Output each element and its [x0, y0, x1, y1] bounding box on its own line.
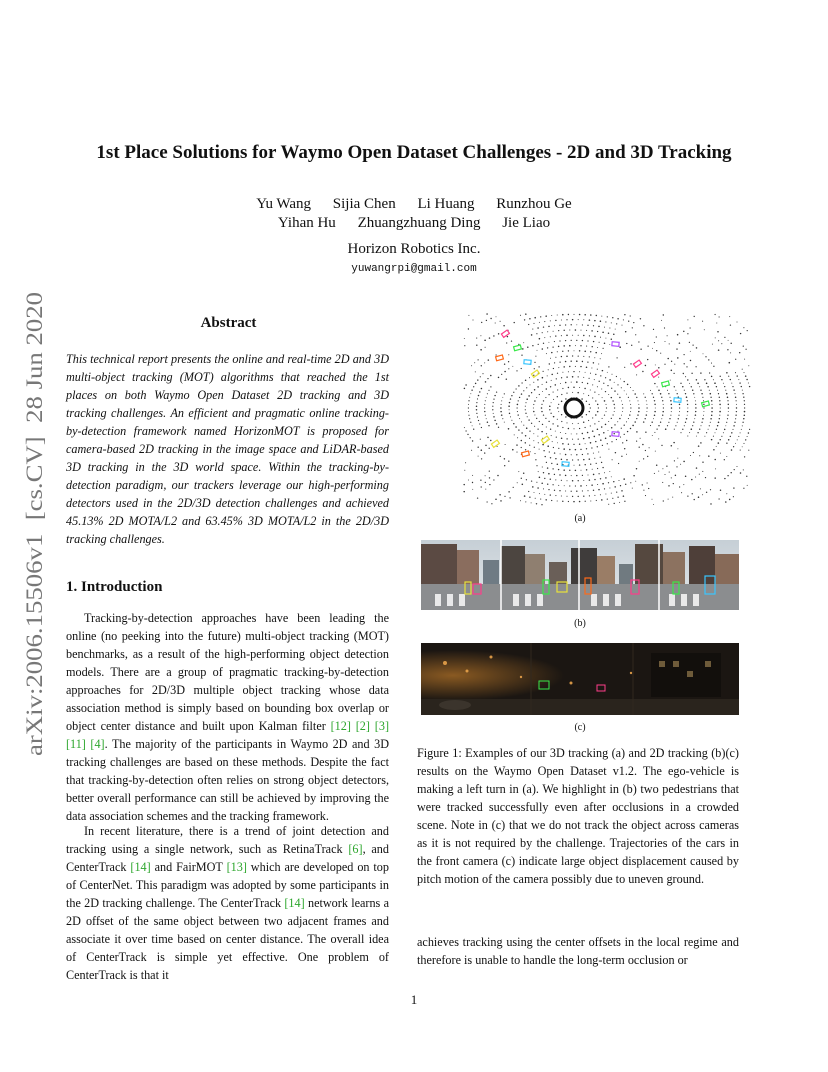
- arxiv-id-text: arXiv:2006.15506v1 [cs.CV] 28 Jun 2020: [22, 357, 47, 756]
- intro-paragraph-1: [66, 609, 389, 825]
- paragraph-text: Tracking-by-detection approaches have been leading the online (no peeking into the future) multi-object tracking (MOT) benchmarks, as a result of the high-performing object detection models. There are a group of pragmatic tracking-by-detection approaches for 2D/3D multiple object tracking whose data association method is simply based on bounding box overlap or object center distance and built upon Kalman filter: [66, 611, 389, 733]
- intro-paragraph-2: [66, 822, 389, 984]
- author-name: Sijia Chen: [332, 196, 396, 212]
- paper-title: 1st Place Solutions for Waymo Open Dataset Challenges - 2D and 3D Tracking: [96, 142, 732, 163]
- figure-label-a: (a): [574, 513, 586, 524]
- figure-lidar-pointcloud-image: [462, 312, 752, 507]
- figure-camera-strip-night-image: [421, 643, 739, 715]
- figure-caption: Figure 1: Examples of our 3D tracking (a) and 2D tracking (b)(c) results on the Waymo Open Dataset v1.2. The ego-vehicle is making a left turn in (a). We highlight in (b) two pedestrians that were tracked successfully even after occlusions in a crowded scene. Note in (c) that we do not track the object across cameras as it is not required by the challenge. Trajectories of the cars in the front camera (c) indicate large object displacement caused by pitch motion of the camera possibly due to uneven ground.: [417, 746, 739, 886]
- arxiv-identifier: [20, 290, 48, 760]
- paragraph-text: and FairMOT: [150, 860, 227, 874]
- citation-link[interactable]: [11]: [66, 737, 86, 751]
- citation-link[interactable]: [4]: [90, 737, 105, 751]
- author-name: Yihan Hu: [277, 215, 336, 231]
- affiliation: Horizon Robotics Inc.: [347, 241, 481, 257]
- email-address: yuwangrpi@gmail.com: [351, 263, 477, 275]
- citation-link[interactable]: [6]: [348, 842, 363, 856]
- authors-line-1: [0, 196, 828, 213]
- citation-link[interactable]: [3]: [374, 719, 390, 733]
- paragraph-text: which are developed on top of CenterNet. This paradigm was adopted by some participants in the 2D tracking challenge. The CenterTrack: [66, 860, 389, 910]
- paragraph-text: In recent literature, there is a trend of joint detection and tracking using a single network, such as RetinaTrack: [66, 824, 389, 856]
- paragraph-text: . The majority of the participants in Waymo 2D and 3D tracking challenges are based on these methods. Despite the fact that tracking-by-detection often relies on strong object detectors, better overall performance can still be achieved by improving the data association schemes and the tracking framework.: [66, 737, 390, 823]
- paragraph-text: network learns a 2D offset of the same object between two adjacent frames and associate it over time based on center distance. The overall idea of CenterTrack is simple yet effective. One problem of CenterTrack is that it: [66, 896, 389, 982]
- right-column-paragraph: achieves tracking using the center offsets in the local regime and therefore is unable to handle the long-term occlusion or: [417, 935, 739, 967]
- figure-camera-strip-day-image: [421, 540, 739, 610]
- section-heading-introduction: 1. Introduction: [66, 579, 163, 595]
- authors-line-2: [0, 215, 828, 232]
- citation-link[interactable]: [2]: [355, 719, 370, 733]
- citation-link[interactable]: [14]: [130, 860, 151, 874]
- author-name: Jie Liao: [502, 215, 551, 231]
- paragraph-text: , and CenterTrack: [66, 842, 389, 874]
- author-name: Li Huang: [417, 196, 475, 212]
- citation-link[interactable]: [12]: [330, 719, 351, 733]
- author-name: Runzhou Ge: [496, 196, 572, 212]
- figure-label-b: (b): [574, 618, 586, 629]
- page-number: 1: [410, 992, 418, 1007]
- citation-link[interactable]: [14]: [284, 896, 305, 910]
- author-name: Yu Wang: [256, 196, 312, 212]
- figure-label-c: (c): [574, 722, 586, 733]
- abstract-text: This technical report presents the online and real-time 2D and 3D multi-object tracking (MOT) algorithms that reached the 1st places on both Waymo Open Dataset 2D tracking and 3D tracking challenges. An efficient and pragmatic online tracking-by-detection framework named HorizonMOT is proposed for camera-based 2D tracking in the image space and LiDAR-based 3D tracking in the 3D world space. Within the tracking-by-detection paradigm, our trackers leverage our high-performing detectors used in the 2D/3D detection challenges and achieved 45.13% 2D MOTA/L2 and 63.45% 3D MOTA/L2 in the 2D/3D tracking challenges.: [66, 352, 389, 546]
- author-name: Zhuangzhuang Ding: [357, 215, 481, 231]
- abstract-heading: Abstract: [200, 315, 257, 331]
- citation-link[interactable]: [13]: [226, 860, 247, 874]
